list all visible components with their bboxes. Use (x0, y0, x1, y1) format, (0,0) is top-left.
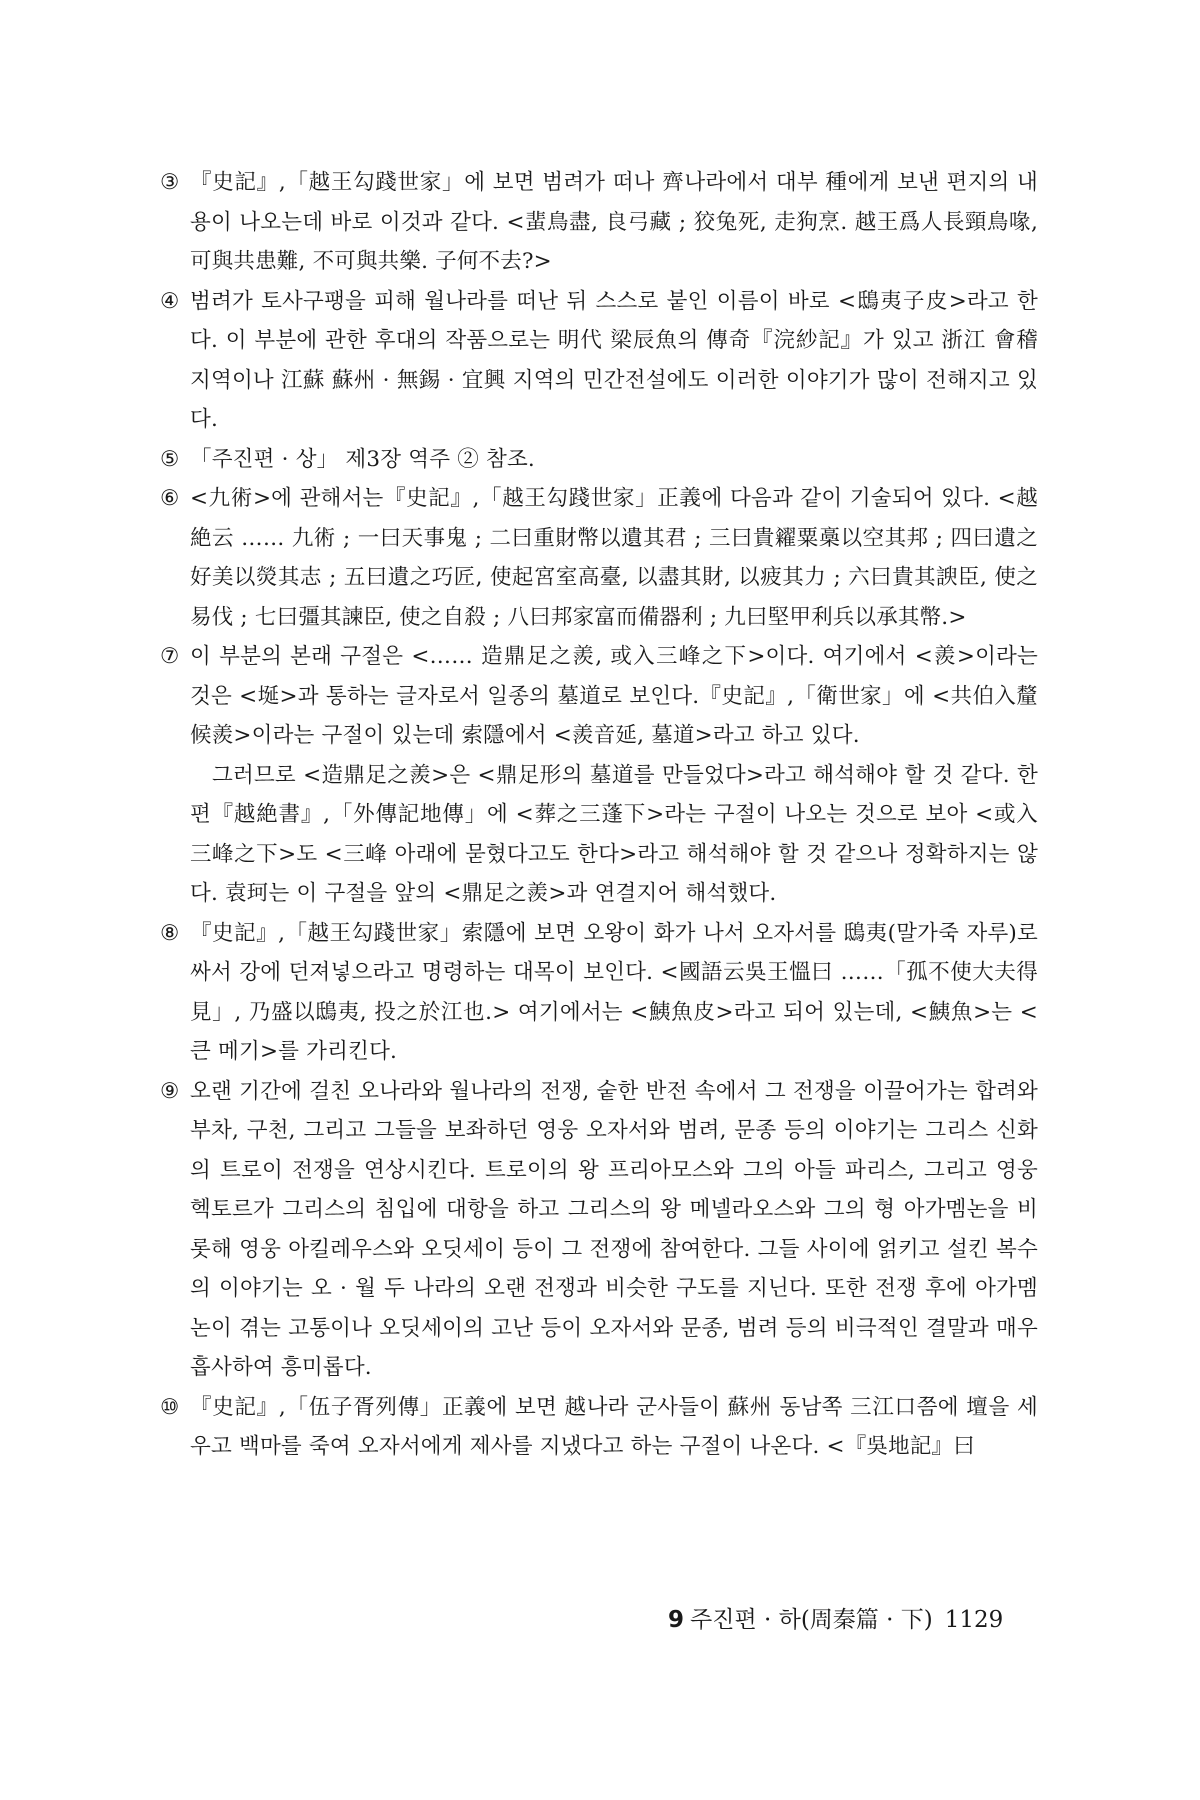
note-number: ⑦ (160, 644, 180, 669)
note-paragraph: 이 부분의 본래 구절은 <…… 造鼎足之羨, 或入三峰之下>이다. 여기에서 <羨>이라는 것은 <埏>과 통하는 글자로서 일종의 墓道로 보인다.『史記』,「衛世家」에 <共伯入釐候羨>이라는 구절이 있는데 索隱에서 <羨音延, 墓道>라고 하고 있다. (190, 644, 1038, 748)
note-number: ⑨ (160, 1078, 180, 1104)
note-number: ④ (160, 288, 180, 314)
note-item (160, 479, 1038, 637)
note-paragraph: <九術>에 관해서는『史記』,「越王勾踐世家」正義에 다음과 같이 기술되어 있다. <越絶云 …… 九術 ; 一曰天事鬼 ; 二曰重財幣以遺其君 ; 三曰貴糴粟槀以空其邦 ; 四曰遺之好美以熒其志 ; 五曰遺之巧匠, 使起宮室高臺, 以盡其財, 以疲其力 ; 六曰貴其諛臣, 使之易伐 ; 七曰彊其諫臣, 使之自殺 ; 八曰邦家富而備器利 ; 九曰堅甲利兵以承其幣.> (190, 486, 1038, 630)
note-text (190, 914, 1038, 1072)
note-number: ⑤ (160, 446, 180, 472)
note-number: ⑥ (160, 486, 180, 511)
note-paragraph: 「주진편 · 상」 제3장 역주 ② 참조. (190, 446, 535, 472)
chapter-title: 주진편 · 하(周秦篇 · 下) (690, 1607, 933, 1633)
note-item (160, 440, 1038, 480)
note-text (190, 440, 1038, 480)
note-paragraph: 오랜 기간에 걸친 오나라와 월나라의 전쟁, 숱한 반전 속에서 그 전쟁을 이끌어가는 합려와 부차, 구천, 그리고 그들을 보좌하던 영웅 오자서와 범려, 문종 등의 이야기는 그리스 신화의 트로이 전쟁을 연상시킨다. 트로이의 왕 프리아모스와 그의 아들 파리스, 그리고 영웅 헥토르가 그리스의 침입에 대항을 하고 그리스의 왕 메넬라오스와 그의 형 아가멤논을 비롯해 영웅 아킬레우스와 오딧세이 등이 그 전쟁에 참여한다. 그들 사이에 얽키고 설킨 복수의 이야기는 오 · 월 두 나라의 오랜 전쟁과 비슷한 구도를 지닌다. 또한 전쟁 후에 아가멤논이 겪는 고통이나 오딧세이의 고난 등이 오자서와 문종, 범려 등의 비극적인 결말과 매우 흡사하여 흥미롭다. (190, 1078, 1038, 1380)
notes-list (160, 163, 1038, 1467)
page-number: 1129 (944, 1607, 1004, 1633)
note-item (160, 1072, 1038, 1388)
note-text (190, 163, 1038, 282)
note-paragraph: 『史記』,「伍子胥列傳」正義에 보면 越나라 군사들이 蘇州 동남쪽 三江口쯤에 壇을 세우고 백마를 죽여 오자서에게 제사를 지냈다고 하는 구절이 나온다. <『吳地記』曰 (190, 1394, 1038, 1459)
chapter-number: 9 (668, 1607, 685, 1633)
note-text (190, 282, 1038, 440)
note-text (190, 637, 1038, 914)
note-number: ⑩ (160, 1394, 180, 1420)
note-text (190, 1388, 1038, 1467)
note-item (160, 914, 1038, 1072)
note-number: ③ (160, 170, 180, 195)
note-number: ⑧ (160, 920, 180, 946)
note-item (160, 637, 1038, 914)
note-text (190, 1072, 1038, 1388)
note-paragraph: 범려가 토사구팽을 피해 월나라를 떠난 뒤 스스로 붙인 이름이 바로 <鴟夷子皮>라고 한다. 이 부분에 관한 후대의 작품으로는 明代 梁辰魚의 傳奇『浣紗記』가 있고 浙江 會稽 지역이나 江蘇 蘇州 · 無錫 · 宜興 지역의 민간전설에도 이러한 이야기가 많이 전해지고 있다. (190, 288, 1038, 432)
page-footer (668, 1605, 1028, 1635)
note-paragraph: 『史記』,「越王勾踐世家」索隱에 보면 오왕이 화가 나서 오자서를 鴟夷(말가죽 자루)로 싸서 강에 던져넣으라고 명령하는 대목이 보인다. <國語云吳王慍曰 ……「孤不使大夫得見」, 乃盛以鴟夷, 投之於江也.> 여기에서는 <鮧魚皮>라고 되어 있는데, <鮧魚>는 <큰 메기>를 가리킨다. (190, 920, 1038, 1064)
note-item (160, 282, 1038, 440)
note-text (190, 479, 1038, 637)
note-paragraph: 『史記』,「越王勾踐世家」에 보면 범려가 떠나 齊나라에서 대부 種에게 보낸 편지의 내용이 나오는데 바로 이것과 같다. <蜚鳥盡, 良弓藏 ; 狡兔死, 走狗烹. 越王爲人長頸鳥喙, 可與共患難, 不可與共樂. 子何不去?> (190, 170, 1038, 274)
note-item (160, 163, 1038, 282)
note-paragraph: 그러므로 <造鼎足之羨>은 <鼎足形의 墓道를 만들었다>라고 해석해야 할 것 같다. 한편『越絶書』,「外傳記地傳」에 <葬之三蓬下>라는 구절이 나오는 것으로 보아 <或入三峰之下>도 <三峰 아래에 묻혔다고도 한다>라고 해석해야 할 것 같으나 정확하지는 않다. 袁珂는 이 구절을 앞의 <鼎足之羨>과 연결지어 해석했다. (190, 762, 1038, 906)
note-item (160, 1388, 1038, 1467)
